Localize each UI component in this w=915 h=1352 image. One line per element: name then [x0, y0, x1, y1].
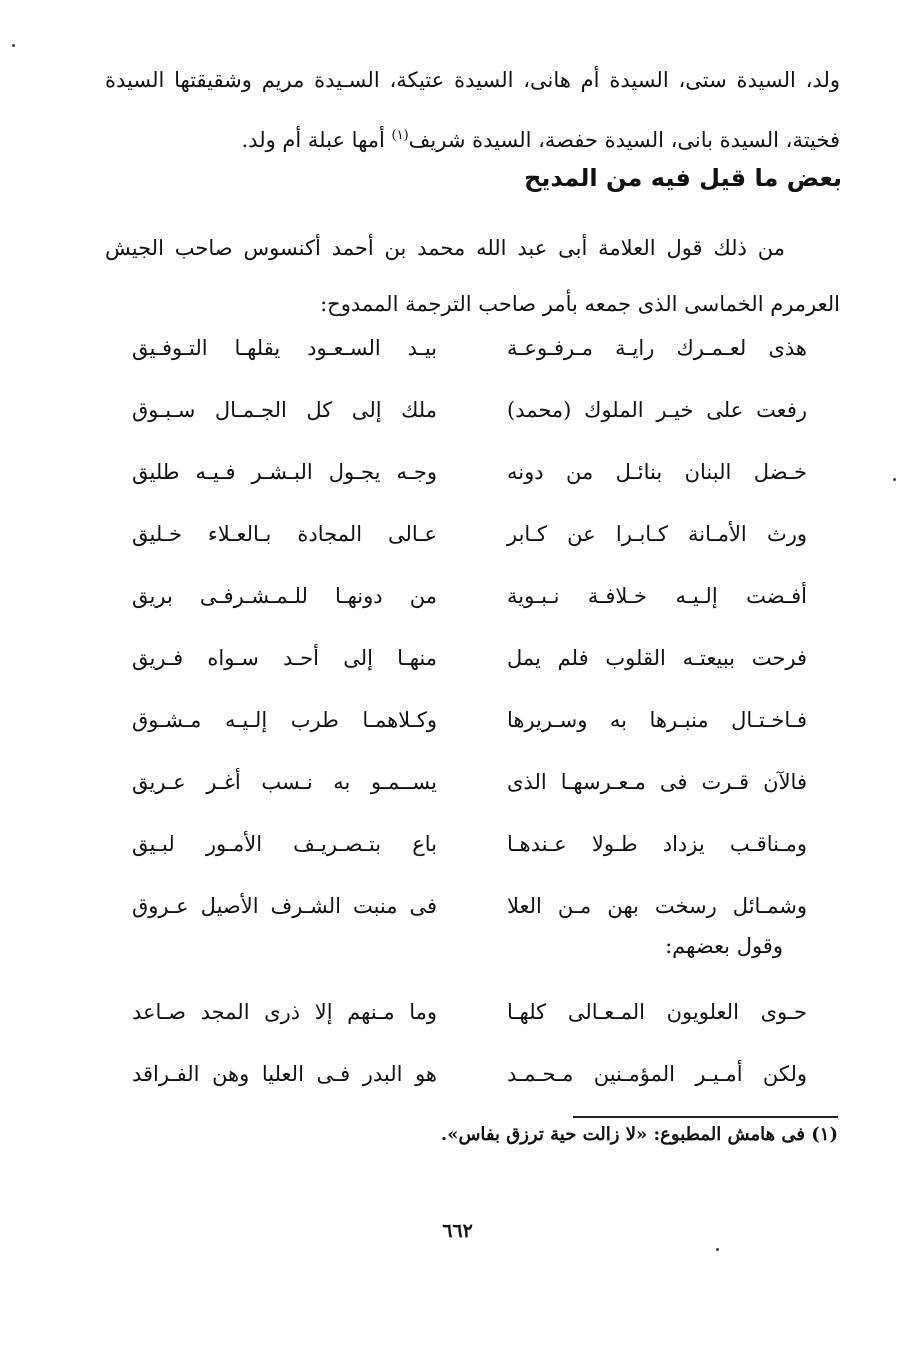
verse-line	[0, 990, 915, 1052]
verse-first-hemistich: ومـناقـب يزداد طـولا عـندهـا	[507, 832, 807, 856]
verse-second-hemistich: هو البدر فـى العليا وهن الفـراقد	[132, 1062, 437, 1086]
verse-line	[0, 698, 915, 760]
verse-second-hemistich: يســمـو به نـسب أغـر عـريق	[132, 770, 437, 794]
verse-second-hemistich: منهـا إلى أحـد سـواه فـريق	[132, 646, 437, 670]
verse-first-hemistich: فرحت ببيعتـه القلوب فلم يمل	[507, 646, 807, 670]
verse-first-hemistich: هذى لعـمـرك رايـة مـرفـوعـة	[507, 336, 807, 360]
verse-second-hemistich: بيـد السـعـود يقلهـا التـوفـيق	[132, 336, 437, 360]
poem-two	[0, 990, 915, 1114]
verse-first-hemistich: ورث الأمـانة كـابـرا عن كـابر	[507, 522, 807, 546]
scan-speck	[893, 478, 896, 481]
interlude-line: وقول بعضهم:	[665, 934, 783, 958]
verse-second-hemistich: عـالى المجادة بـالعـلاء خـليق	[132, 522, 437, 546]
paragraph-indent	[785, 236, 840, 260]
opening-paragraph	[105, 52, 840, 168]
verse-line	[0, 822, 915, 884]
verse-line	[0, 1052, 915, 1114]
verse-first-hemistich: خـضل البنان بنائـل من دونه	[507, 460, 807, 484]
verse-second-hemistich: وما مـنهم إلا ذرى المجد صـاعد	[132, 1000, 437, 1024]
verse-second-hemistich: باع بتـصـريـف الأمـور لبـيق	[132, 832, 437, 856]
footnote-separator	[573, 1116, 838, 1118]
poem-one	[0, 326, 915, 946]
verse-first-hemistich: حـوى العلويون المـعـالى كلهـا	[507, 1000, 807, 1024]
section-heading: بعض ما قيل فيه من المديح	[524, 164, 842, 192]
verse-line	[0, 388, 915, 450]
intro-paragraph	[105, 220, 840, 332]
paragraph-text-end: أمها عبلة أم ولد.	[241, 128, 392, 152]
intro-text: من ذلك قول العلامة أبى عبد الله محمد بن أحمد أكنسوس صاحب الجيش العرمرم الخماسى الذى جمعه بأمر صاحب الترجمة الممدوح:	[105, 236, 840, 316]
verse-line	[0, 636, 915, 698]
verse-line	[0, 574, 915, 636]
verse-first-hemistich: فالآن قـرت فى مـعـرسهـا الذى	[507, 770, 807, 794]
verse-line	[0, 512, 915, 574]
verse-first-hemistich: فـاخـتـال منبـرها به وسـريرها	[507, 708, 807, 732]
page-number: ٦٦٢	[442, 1220, 473, 1242]
verse-second-hemistich: ملك إلى كل الجـمـال سـبـوق	[132, 398, 437, 422]
verse-first-hemistich: رفعت على خيـر الملوك (محمد)	[507, 398, 807, 422]
footnote-reference[interactable]: (١)	[391, 128, 409, 143]
verse-first-hemistich: أفـضت إلـيـه خـلافـة نـبـوية	[507, 584, 807, 608]
verse-second-hemistich: من دونهـا للـمـشـرفـى بريق	[132, 584, 437, 608]
verse-first-hemistich: ولكن أمـيـر المؤمـنين مـحـمـد	[507, 1062, 807, 1086]
scan-speck	[12, 44, 15, 47]
paragraph-text: ولد، السيدة ستى، السيدة أم هانى، السيدة عتيكة، السـيدة مريم وشقيقتها السيدة فخيتة، السيدة بانى، السيدة حفصة، السيدة شريف	[105, 68, 840, 152]
verse-second-hemistich: وكـلاهمـا طرب إلـيـه مـشـوق	[132, 708, 437, 732]
scan-speck	[716, 1248, 719, 1251]
verse-line	[0, 450, 915, 512]
verse-second-hemistich: فى منبت الشـرف الأصيل عـروق	[132, 894, 437, 918]
verse-first-hemistich: وشمـائل رسخت بهن مـن العلا	[507, 894, 807, 918]
footnote: (١) فى هامش المطبوع: «لا زالت حية ترزق بفاس».	[440, 1124, 838, 1145]
verse-line	[0, 760, 915, 822]
verse-second-hemistich: وجـه يجـول البـشـر فـيـه طليق	[132, 460, 437, 484]
verse-line	[0, 326, 915, 388]
